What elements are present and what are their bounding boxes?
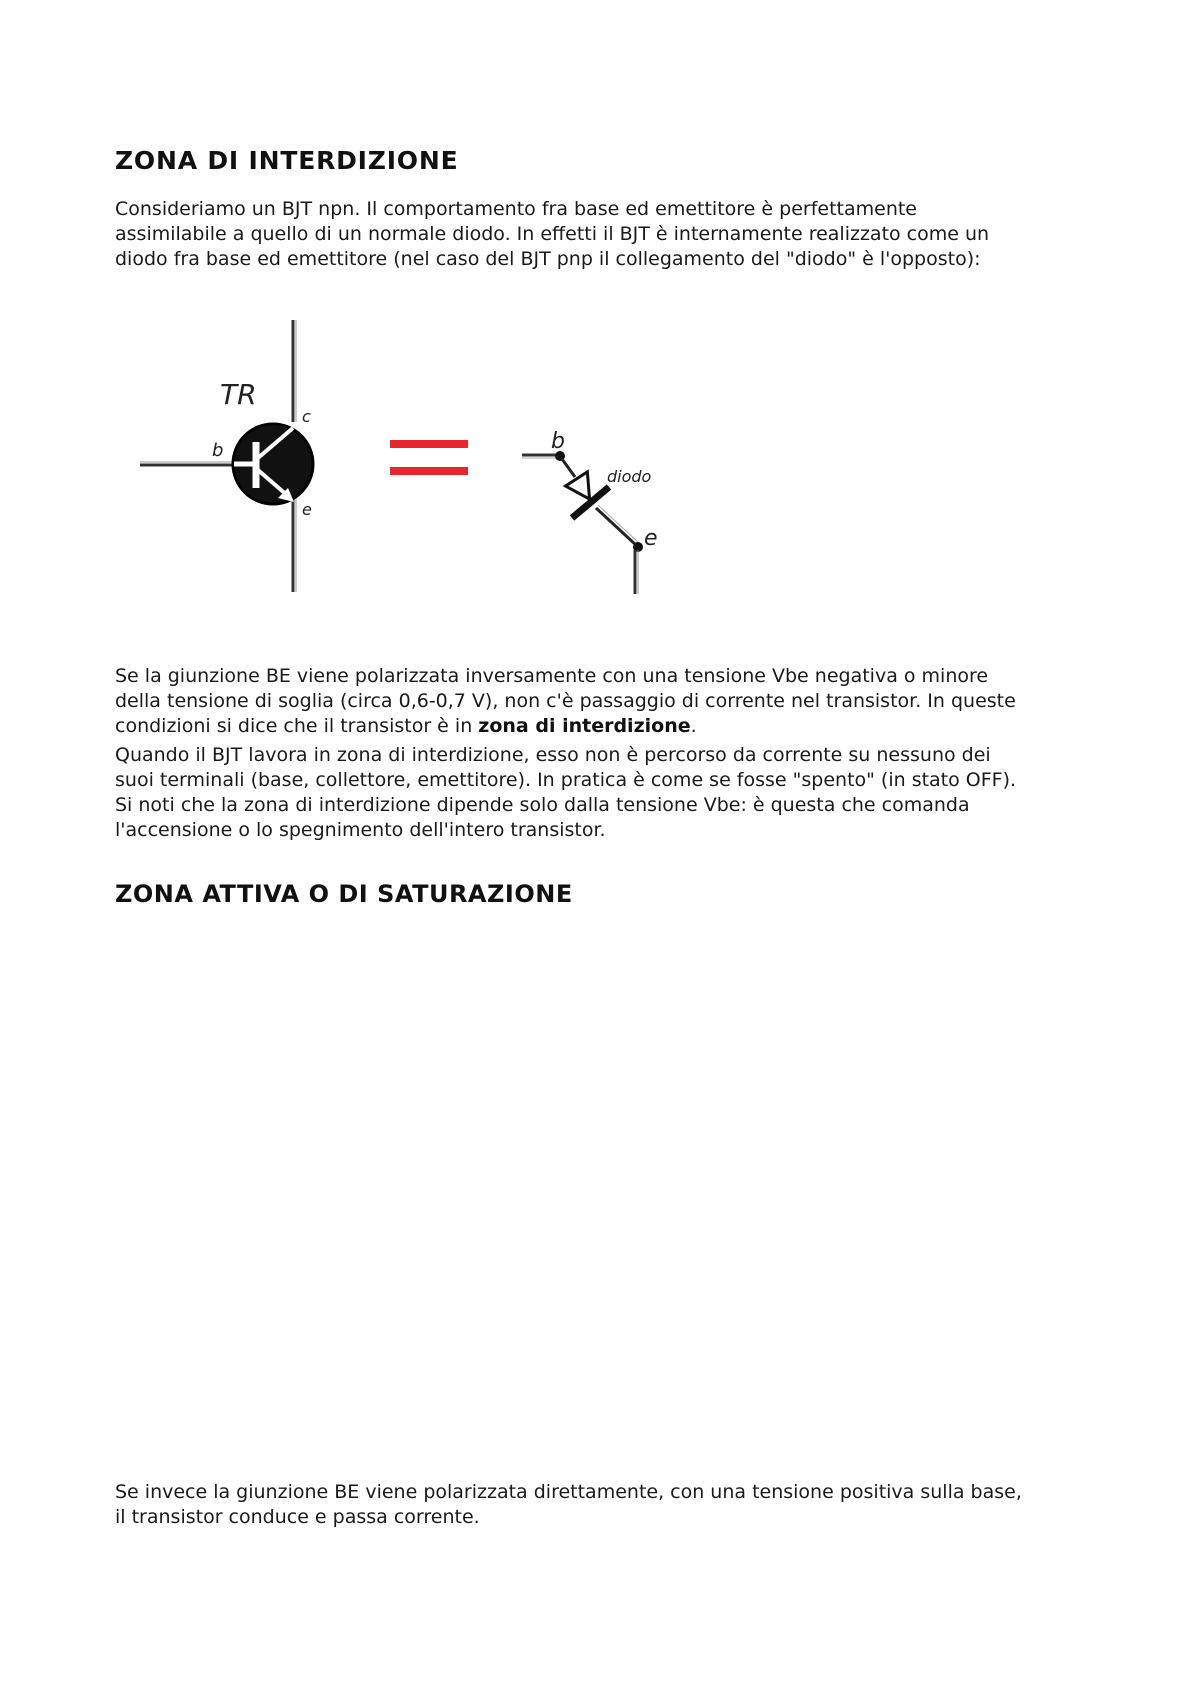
off-state-paragraph bbox=[115, 743, 1095, 843]
emitter-label: e bbox=[302, 500, 312, 519]
paragraph-line: suoi terminali (base, collettore, emettitore). In pratica è come se fosse "spento" (in stato OFF). bbox=[115, 769, 1017, 791]
paragraph-line: Si noti che la zona di interdizione dipende solo dalla tensione Vbe: è questa che comanda bbox=[115, 794, 970, 816]
transistor-label: TR bbox=[220, 378, 257, 411]
section-title-saturazione: ZONA ATTIVA O DI SATURAZIONE bbox=[115, 880, 573, 908]
active-zone-paragraph bbox=[115, 1480, 1095, 1530]
transistor-symbol bbox=[140, 320, 313, 592]
intro-line: assimilabile a quello di un normale diodo. In effetti il BJT è internamente realizzato come un bbox=[115, 223, 990, 245]
equals-sign bbox=[390, 440, 468, 475]
emphasis-term: zona di interdizione bbox=[478, 715, 691, 737]
paragraph-line: Se invece la giunzione BE viene polarizzata direttamente, con una tensione positiva sulla base, bbox=[115, 1481, 1022, 1503]
intro-line: Consideriamo un BJT npn. Il comportamento fra base ed emettitore è perfettamente bbox=[115, 198, 917, 220]
diode-label: diodo bbox=[607, 467, 652, 486]
intro-paragraph bbox=[115, 197, 1095, 272]
paragraph-line: l'accensione o lo spegnimento dell'intero transistor. bbox=[115, 819, 606, 841]
collector-label: c bbox=[302, 407, 311, 426]
paragraph-line: Quando il BJT lavora in zona di interdizione, esso non è percorso da corrente su nessuno dei bbox=[115, 744, 991, 766]
equals-bar-bottom bbox=[390, 467, 468, 475]
base-label: b bbox=[212, 440, 224, 461]
paragraph-line: della tensione di soglia (circa 0,6-0,7 V), non c'è passaggio di corrente nel transistor. In queste bbox=[115, 690, 1016, 712]
diode-emitter-label: e bbox=[644, 526, 658, 551]
intro-line: diodo fra base ed emettitore (nel caso del BJT pnp il collegamento del "diodo" è l'opposto): bbox=[115, 248, 981, 270]
paragraph-text: . bbox=[690, 715, 697, 737]
diode-base-label: b bbox=[551, 429, 565, 454]
bjt-diode-diagram bbox=[130, 312, 690, 604]
interdiction-paragraph bbox=[115, 664, 1095, 739]
bjt-diode-equivalence-figure bbox=[130, 312, 690, 604]
paragraph-line: il transistor conduce e passa corrente. bbox=[115, 1506, 480, 1528]
section-title-interdizione: ZONA DI INTERDIZIONE bbox=[115, 146, 459, 175]
equals-bar-top bbox=[390, 440, 468, 448]
paragraph-text: condizioni si dice che il transistor è in bbox=[115, 715, 479, 737]
paragraph-line bbox=[115, 714, 1095, 739]
paragraph-line: Se la giunzione BE viene polarizzata inversamente con una tensione Vbe negativa o minore bbox=[115, 665, 989, 687]
